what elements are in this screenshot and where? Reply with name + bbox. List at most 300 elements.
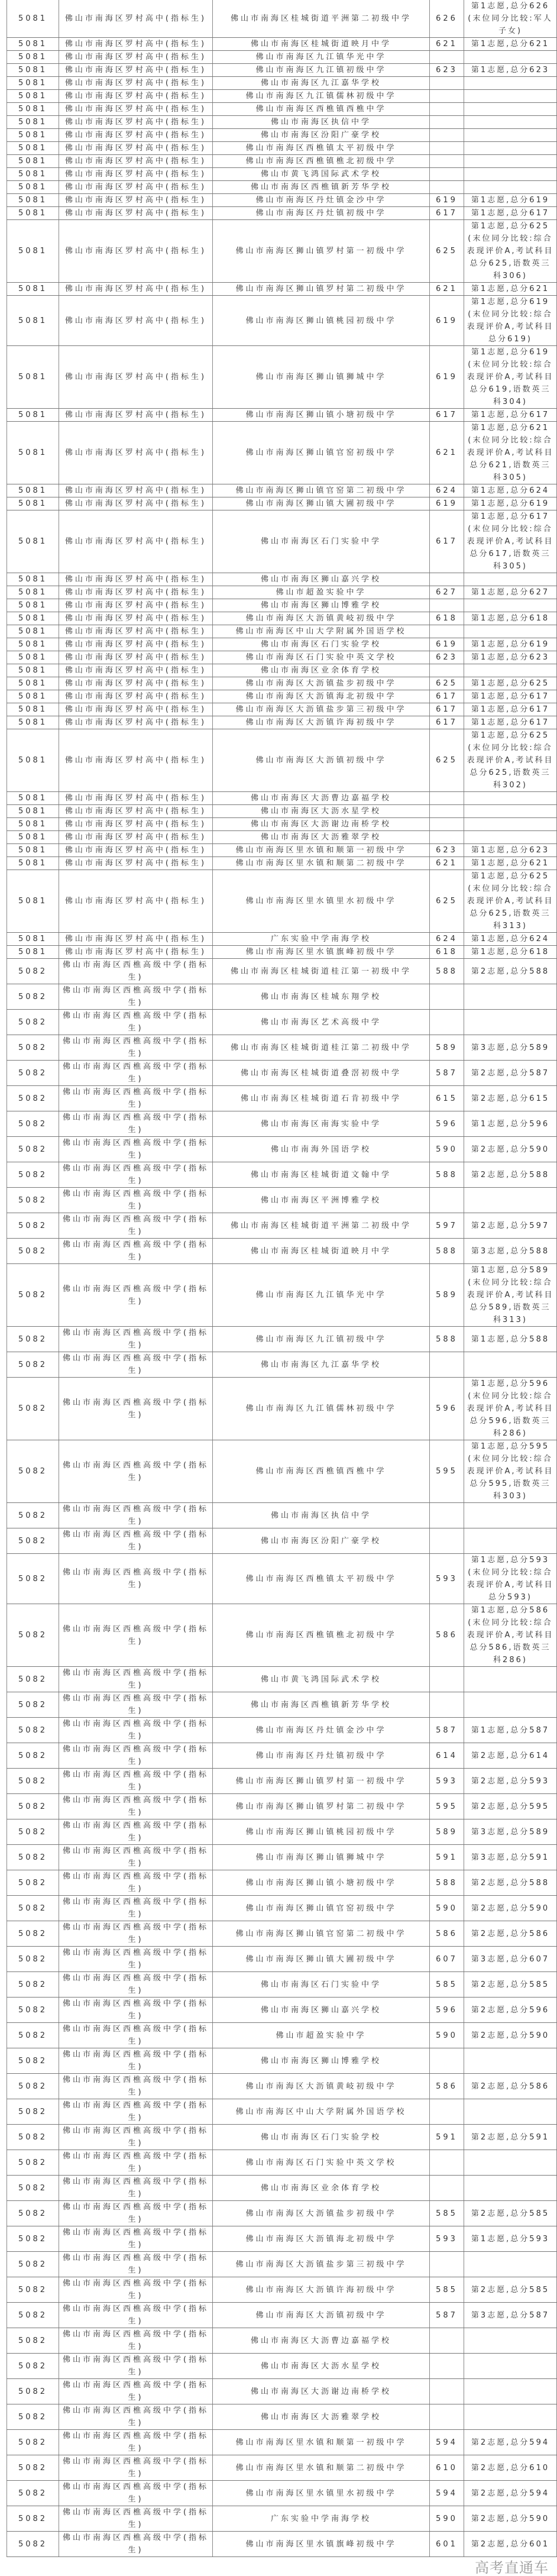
high-school-cell: 佛山市南海区西樵高级中学(指标生)	[59, 1086, 213, 1111]
remark-cell: 第3志愿,总分589	[464, 1035, 557, 1061]
min-score-cell: 597	[430, 1213, 464, 1239]
remark-cell: 第1志愿,总分621	[464, 38, 557, 51]
min-score-cell: 586	[430, 1604, 464, 1667]
table-row	[7, 2074, 557, 2099]
plan-code-cell: 5082	[7, 2099, 59, 2125]
min-score-cell: 588	[430, 1162, 464, 1188]
plan-code-cell: 5081	[7, 831, 59, 844]
high-school-cell: 佛山市南海区西樵高级中学(指标生)	[59, 1845, 213, 1870]
remark-cell: 第1志愿,总分618	[464, 946, 557, 959]
table-row	[7, 586, 557, 599]
min-score-cell	[430, 599, 464, 612]
remark-cell: 第2志愿,总分585	[464, 1972, 557, 1998]
middle-school-cell: 佛山市南海区桂城街道文翰中学	[213, 1162, 430, 1188]
remark-cell	[464, 2328, 557, 2354]
middle-school-cell: 佛山市南海区狮山镇官窑第二初级中学	[213, 1921, 430, 1947]
middle-school-cell: 佛山市南海区狮山嘉兴学校	[213, 573, 430, 586]
plan-code-cell: 5082	[7, 1239, 59, 1264]
high-school-cell: 佛山市南海区罗村高中(指标生)	[59, 651, 213, 664]
remark-cell: 第1志愿,总分621(末位同分比较:综合表现评价A,考试科目总分621,语数英三科305)	[464, 422, 557, 484]
remark-cell: 第1志愿,总分621	[464, 857, 557, 870]
admission-score-table	[7, 0, 557, 2557]
middle-school-cell: 佛山市南海区石门实验学校	[213, 2125, 430, 2150]
plan-code-cell: 5082	[7, 1692, 59, 1718]
remark-cell	[464, 77, 557, 90]
middle-school-cell: 佛山市南海区九江镇儒林初级中学	[213, 1378, 430, 1440]
middle-school-cell: 佛山市南海区石门实验中学	[213, 510, 430, 573]
remark-cell	[464, 142, 557, 155]
remark-cell: 第1志愿,总分617	[464, 409, 557, 422]
min-score-cell: 617	[430, 690, 464, 703]
remark-cell: 第2志愿,总分594	[464, 2481, 557, 2506]
table-row	[7, 1921, 557, 1947]
high-school-cell: 佛山市南海区罗村高中(指标生)	[59, 168, 213, 181]
remark-cell: 第1志愿,总分624	[464, 484, 557, 497]
watermark: 高考直通车	[475, 2559, 549, 2576]
plan-code-cell: 5082	[7, 1998, 59, 2023]
middle-school-cell: 佛山市南海区汾阳广豪学校	[213, 129, 430, 142]
middle-school-cell: 佛山市南海区九江镇华光中学	[213, 51, 430, 64]
high-school-cell: 佛山市南海区罗村高中(指标生)	[59, 90, 213, 103]
high-school-cell: 佛山市南海区西樵高级中学(指标生)	[59, 2430, 213, 2455]
middle-school-cell: 佛山市南海区狮山镇罗村第二初级中学	[213, 283, 430, 296]
min-score-cell: 618	[430, 612, 464, 625]
plan-code-cell: 5081	[7, 510, 59, 573]
high-school-cell: 佛山市南海区西樵高级中学(指标生)	[59, 2150, 213, 2176]
min-score-cell	[430, 2328, 464, 2354]
middle-school-cell: 佛山市南海区西樵镇西樵中学	[213, 1440, 430, 1503]
table-row	[7, 831, 557, 844]
plan-code-cell: 5082	[7, 2125, 59, 2150]
min-score-cell: 624	[430, 484, 464, 497]
remark-cell: 第1志愿,总分625(末位同分比较:综合表现评价A,考试科目总分625,语数英三科313)	[464, 870, 557, 933]
middle-school-cell: 佛山市南海区狮山镇官窑初级中学	[213, 422, 430, 484]
middle-school-cell: 佛山市南海区桂城街道映月中学	[213, 38, 430, 51]
table-row	[7, 1503, 557, 1528]
remark-cell: 第1志愿,总分617	[464, 207, 557, 220]
min-score-cell	[430, 51, 464, 64]
table-row	[7, 1239, 557, 1264]
middle-school-cell: 佛山市南海区大沥镇许海初级中学	[213, 2277, 430, 2303]
min-score-cell: 625	[430, 729, 464, 792]
high-school-cell: 佛山市南海区罗村高中(指标生)	[59, 510, 213, 573]
min-score-cell: 619	[430, 638, 464, 651]
table-row	[7, 716, 557, 729]
plan-code-cell: 5082	[7, 2150, 59, 2176]
plan-code-cell: 5081	[7, 51, 59, 64]
middle-school-cell: 佛山市南海区大沥水星学校	[213, 805, 430, 818]
middle-school-cell: 佛山市南海区狮山镇狮城中学	[213, 1845, 430, 1870]
plan-code-cell: 5082	[7, 2023, 59, 2048]
middle-school-cell: 佛山市南海区桂城街道石肯初级中学	[213, 1086, 430, 1111]
remark-cell	[464, 831, 557, 844]
middle-school-cell: 佛山市南海区狮山镇狮城中学	[213, 346, 430, 409]
middle-school-cell: 佛山市南海区大沥镇黄岐初级中学	[213, 612, 430, 625]
remark-cell: 第1志愿,总分619(末位同分比较:综合表现评价A,考试科目总分619,语数英三科304)	[464, 346, 557, 409]
remark-cell: 第2志愿,总分585	[464, 2201, 557, 2226]
middle-school-cell: 佛山市南海区西樵镇樵北初级中学	[213, 155, 430, 168]
high-school-cell: 佛山市南海区西樵高级中学(指标生)	[59, 984, 213, 1010]
remark-cell: 第1志愿,总分617	[464, 716, 557, 729]
high-school-cell: 佛山市南海区西樵高级中学(指标生)	[59, 1528, 213, 1554]
high-school-cell: 佛山市南海区西樵高级中学(指标生)	[59, 2354, 213, 2379]
plan-code-cell: 5082	[7, 2532, 59, 2557]
middle-school-cell: 佛山市南海区大沥镇盐步初级中学	[213, 2201, 430, 2226]
remark-cell	[464, 103, 557, 116]
min-score-cell: 624	[430, 933, 464, 946]
middle-school-cell: 佛山市南海区大沥水星学校	[213, 2354, 430, 2379]
high-school-cell: 佛山市南海区罗村高中(指标生)	[59, 142, 213, 155]
high-school-cell: 佛山市南海区西樵高级中学(指标生)	[59, 1870, 213, 1896]
table-row	[7, 129, 557, 142]
table-row	[7, 283, 557, 296]
min-score-cell	[430, 664, 464, 677]
middle-school-cell: 佛山市南海区大沥谢边南桥学校	[213, 818, 430, 831]
plan-code-cell: 5081	[7, 818, 59, 831]
plan-code-cell: 5081	[7, 599, 59, 612]
plan-code-cell: 5081	[7, 651, 59, 664]
table-row	[7, 1972, 557, 1998]
middle-school-cell: 佛山市南海区狮山镇桃园初级中学	[213, 296, 430, 346]
min-score-cell: 593	[430, 1769, 464, 1794]
plan-code-cell: 5082	[7, 1086, 59, 1111]
min-score-cell: 617	[430, 703, 464, 716]
middle-school-cell: 佛山市南海区狮山镇大圃初级中学	[213, 497, 430, 510]
plan-code-cell: 5082	[7, 1718, 59, 1743]
high-school-cell: 佛山市南海区罗村高中(指标生)	[59, 346, 213, 409]
high-school-cell: 佛山市南海区西樵高级中学(指标生)	[59, 1554, 213, 1604]
min-score-cell: 587	[430, 1718, 464, 1743]
table-row	[7, 1794, 557, 1819]
remark-cell: 第1志愿,总分617(末位同分比较:综合表现评价A,考试科目总分617,语数英三科305)	[464, 510, 557, 573]
min-score-cell: 619	[430, 346, 464, 409]
table-row	[7, 90, 557, 103]
high-school-cell: 佛山市南海区罗村高中(指标生)	[59, 0, 213, 38]
high-school-cell: 佛山市南海区罗村高中(指标生)	[59, 103, 213, 116]
table-row	[7, 805, 557, 818]
table-row	[7, 181, 557, 194]
plan-code-cell: 5081	[7, 194, 59, 207]
middle-school-cell: 佛山市南海区大沥镇初级中学	[213, 2303, 430, 2328]
remark-cell	[464, 1352, 557, 1378]
plan-code-cell: 5082	[7, 1440, 59, 1503]
table-row	[7, 690, 557, 703]
middle-school-cell: 佛山市南海区狮山博雅学校	[213, 2048, 430, 2074]
min-score-cell: 590	[430, 2506, 464, 2532]
remark-cell: 第2志愿,总分586	[464, 1921, 557, 1947]
table-row	[7, 1086, 557, 1111]
plan-code-cell: 5081	[7, 90, 59, 103]
min-score-cell: 621	[430, 422, 464, 484]
plan-code-cell: 5081	[7, 38, 59, 51]
table-row	[7, 664, 557, 677]
plan-code-cell: 5082	[7, 1896, 59, 1921]
remark-cell: 第2志愿,总分590	[464, 2506, 557, 2532]
table-row	[7, 818, 557, 831]
min-score-cell: 594	[430, 2430, 464, 2455]
min-score-cell: 619	[430, 194, 464, 207]
remark-cell: 第2志愿,总分597	[464, 1213, 557, 1239]
min-score-cell: 594	[430, 2481, 464, 2506]
remark-cell: 第1志愿,总分593(末位同分比较:综合表现评价A,考试科目总分593)	[464, 1554, 557, 1604]
high-school-cell: 佛山市南海区西樵高级中学(指标生)	[59, 1352, 213, 1378]
min-score-cell: 601	[430, 2532, 464, 2557]
plan-code-cell: 5081	[7, 129, 59, 142]
plan-code-cell: 5082	[7, 1061, 59, 1086]
plan-code-cell: 5081	[7, 664, 59, 677]
table-row	[7, 2328, 557, 2354]
table-row	[7, 409, 557, 422]
plan-code-cell: 5082	[7, 1137, 59, 1162]
plan-code-cell: 5082	[7, 1264, 59, 1327]
table-row	[7, 703, 557, 716]
plan-code-cell: 5082	[7, 2328, 59, 2354]
middle-school-cell: 佛山市黄飞鸿国际武术学校	[213, 168, 430, 181]
middle-school-cell: 佛山市南海区狮山镇罗村第一初级中学	[213, 220, 430, 283]
table-row	[7, 207, 557, 220]
remark-cell: 第1志愿,总分586(末位同分比较:综合表现评价A,考试科目总分586,语数英三科286)	[464, 1604, 557, 1667]
table-row	[7, 1264, 557, 1327]
middle-school-cell: 佛山市南海区狮山镇罗村第一初级中学	[213, 1769, 430, 1794]
remark-cell: 第1志愿,总分596	[464, 1111, 557, 1137]
min-score-cell: 596	[430, 1378, 464, 1440]
high-school-cell: 佛山市南海区罗村高中(指标生)	[59, 409, 213, 422]
plan-code-cell: 5081	[7, 716, 59, 729]
high-school-cell: 佛山市南海区罗村高中(指标生)	[59, 690, 213, 703]
remark-cell: 第1志愿,总分623	[464, 64, 557, 77]
high-school-cell: 佛山市南海区西樵高级中学(指标生)	[59, 1378, 213, 1440]
table-row	[7, 220, 557, 283]
min-score-cell	[430, 155, 464, 168]
min-score-cell	[430, 984, 464, 1010]
table-row	[7, 1188, 557, 1213]
min-score-cell	[430, 573, 464, 586]
high-school-cell: 佛山市南海区罗村高中(指标生)	[59, 283, 213, 296]
min-score-cell	[430, 818, 464, 831]
remark-cell: 第3志愿,总分607	[464, 1947, 557, 1972]
plan-code-cell: 5081	[7, 625, 59, 638]
table-row	[7, 933, 557, 946]
plan-code-cell: 5081	[7, 805, 59, 818]
middle-school-cell: 佛山市南海区西樵镇新芳华学校	[213, 181, 430, 194]
min-score-cell: 618	[430, 946, 464, 959]
middle-school-cell: 佛山市南海区丹灶镇初级中学	[213, 207, 430, 220]
plan-code-cell: 5082	[7, 2252, 59, 2277]
min-score-cell: 585	[430, 1972, 464, 1998]
remark-cell	[464, 155, 557, 168]
remark-cell: 第2志愿,总分590	[464, 1137, 557, 1162]
table-row	[7, 573, 557, 586]
remark-cell	[464, 2099, 557, 2125]
high-school-cell: 佛山市南海区西樵高级中学(指标生)	[59, 1162, 213, 1188]
remark-cell	[464, 818, 557, 831]
plan-code-cell: 5082	[7, 1378, 59, 1440]
min-score-cell: 614	[430, 1743, 464, 1769]
remark-cell: 第1志愿,总分619	[464, 194, 557, 207]
high-school-cell: 佛山市南海区罗村高中(指标生)	[59, 422, 213, 484]
min-score-cell: 596	[430, 1998, 464, 2023]
remark-cell: 第2志愿,总分610	[464, 2455, 557, 2481]
min-score-cell: 623	[430, 651, 464, 664]
table-row	[7, 2048, 557, 2074]
plan-code-cell: 5081	[7, 346, 59, 409]
table-row	[7, 870, 557, 933]
high-school-cell: 佛山市南海区罗村高中(指标生)	[59, 38, 213, 51]
remark-cell	[464, 1188, 557, 1213]
middle-school-cell: 佛山市南海区丹灶镇金沙中学	[213, 194, 430, 207]
middle-school-cell: 佛山市南海区狮山镇小塘初级中学	[213, 409, 430, 422]
remark-cell: 第2志愿,总分595	[464, 1794, 557, 1819]
middle-school-cell: 佛山市南海区狮山镇官窑第二初级中学	[213, 484, 430, 497]
table-row	[7, 2455, 557, 2481]
middle-school-cell: 佛山市南海区大沥镇盐步第三初级中学	[213, 703, 430, 716]
table-row	[7, 1554, 557, 1604]
min-score-cell: 585	[430, 2277, 464, 2303]
table-row	[7, 484, 557, 497]
min-score-cell: 591	[430, 2125, 464, 2150]
remark-cell: 第1志愿,总分625(末位同分比较:综合表现评价A,考试科目总分625,语数英三科306)	[464, 220, 557, 283]
high-school-cell: 佛山市南海区西樵高级中学(指标生)	[59, 2201, 213, 2226]
remark-cell: 第1志愿,总分619	[464, 638, 557, 651]
table-row	[7, 51, 557, 64]
remark-cell: 第1志愿,总分619	[464, 497, 557, 510]
plan-code-cell: 5082	[7, 2506, 59, 2532]
plan-code-cell: 5081	[7, 870, 59, 933]
middle-school-cell: 佛山市南海区石门实验学校	[213, 638, 430, 651]
plan-code-cell: 5082	[7, 1845, 59, 1870]
min-score-cell: 615	[430, 1086, 464, 1111]
min-score-cell: 589	[430, 1819, 464, 1845]
min-score-cell	[430, 1528, 464, 1554]
plan-code-cell: 5081	[7, 409, 59, 422]
high-school-cell: 佛山市南海区罗村高中(指标生)	[59, 677, 213, 690]
remark-cell	[464, 2354, 557, 2379]
table-row	[7, 2303, 557, 2328]
middle-school-cell: 佛山市南海区执信中学	[213, 116, 430, 129]
min-score-cell	[430, 168, 464, 181]
high-school-cell: 佛山市南海区罗村高中(指标生)	[59, 703, 213, 716]
middle-school-cell: 佛山市南海区大沥雅翠学校	[213, 831, 430, 844]
table-row	[7, 2176, 557, 2201]
high-school-cell: 佛山市南海区罗村高中(指标生)	[59, 831, 213, 844]
high-school-cell: 佛山市南海区西樵高级中学(指标生)	[59, 2404, 213, 2430]
min-score-cell: 589	[430, 1035, 464, 1061]
high-school-cell: 佛山市南海区西樵高级中学(指标生)	[59, 2048, 213, 2074]
high-school-cell: 佛山市南海区罗村高中(指标生)	[59, 664, 213, 677]
min-score-cell: 586	[430, 2074, 464, 2099]
table-row	[7, 2379, 557, 2404]
plan-code-cell: 5081	[7, 64, 59, 77]
middle-school-cell: 佛山市南海区大沥曹边嘉福学校	[213, 2328, 430, 2354]
plan-code-cell: 5082	[7, 1819, 59, 1845]
middle-school-cell: 佛山市南海区大沥镇黄岐初级中学	[213, 2074, 430, 2099]
high-school-cell: 佛山市南海区罗村高中(指标生)	[59, 729, 213, 792]
remark-cell: 第1志愿,总分627	[464, 586, 557, 599]
high-school-cell: 佛山市南海区罗村高中(指标生)	[59, 181, 213, 194]
min-score-cell	[430, 116, 464, 129]
min-score-cell: 585	[430, 2201, 464, 2226]
table-row	[7, 1718, 557, 1743]
high-school-cell: 佛山市南海区罗村高中(指标生)	[59, 77, 213, 90]
table-row	[7, 1528, 557, 1554]
plan-code-cell: 5082	[7, 1794, 59, 1819]
table-row	[7, 984, 557, 1010]
table-row	[7, 2430, 557, 2455]
table-row	[7, 2023, 557, 2048]
table-row	[7, 155, 557, 168]
min-score-cell: 590	[430, 2023, 464, 2048]
table-row	[7, 1440, 557, 1503]
remark-cell: 第1志愿,总分621	[464, 283, 557, 296]
table-row	[7, 2201, 557, 2226]
high-school-cell: 佛山市南海区西樵高级中学(指标生)	[59, 1692, 213, 1718]
min-score-cell	[430, 90, 464, 103]
table-row	[7, 1137, 557, 1162]
table-row	[7, 77, 557, 90]
middle-school-cell: 佛山市南海区大沥镇海北初级中学	[213, 690, 430, 703]
middle-school-cell: 佛山市南海区业余体育学校	[213, 664, 430, 677]
plan-code-cell: 5081	[7, 497, 59, 510]
high-school-cell: 佛山市南海区西樵高级中学(指标生)	[59, 1213, 213, 1239]
table-row	[7, 1111, 557, 1137]
min-score-cell: 610	[430, 2455, 464, 2481]
middle-school-cell: 佛山市南海区桂城东翔学校	[213, 984, 430, 1010]
high-school-cell: 佛山市南海区西樵高级中学(指标生)	[59, 1035, 213, 1061]
remark-cell	[464, 51, 557, 64]
middle-school-cell: 佛山市南海区大沥镇许海初级中学	[213, 716, 430, 729]
middle-school-cell: 佛山市南海区桂城街道叠滘初级中学	[213, 1061, 430, 1086]
high-school-cell: 佛山市南海区罗村高中(指标生)	[59, 194, 213, 207]
plan-code-cell: 5082	[7, 1604, 59, 1667]
table-row	[7, 1213, 557, 1239]
plan-code-cell: 5082	[7, 2201, 59, 2226]
plan-code-cell: 5082	[7, 2048, 59, 2074]
table-row	[7, 1162, 557, 1188]
middle-school-cell: 佛山市南海区执信中学	[213, 1503, 430, 1528]
min-score-cell: 617	[430, 716, 464, 729]
remark-cell: 第1志愿,总分626(末位同分比较:军人子女)	[464, 0, 557, 38]
high-school-cell: 佛山市南海区罗村高中(指标生)	[59, 844, 213, 857]
plan-code-cell: 5082	[7, 1213, 59, 1239]
remark-cell	[464, 573, 557, 586]
plan-code-cell: 5082	[7, 1870, 59, 1896]
min-score-cell: 587	[430, 2303, 464, 2328]
table-row	[7, 1819, 557, 1845]
high-school-cell: 佛山市南海区西樵高级中学(指标生)	[59, 1061, 213, 1086]
remark-cell: 第2志愿,总分615	[464, 1086, 557, 1111]
remark-cell: 第1志愿,总分589(末位同分比较:综合表现评价A,考试科目总分589,语数英三科313)	[464, 1264, 557, 1327]
min-score-cell	[430, 2252, 464, 2277]
table-row	[7, 103, 557, 116]
min-score-cell: 617	[430, 510, 464, 573]
plan-code-cell: 5082	[7, 2455, 59, 2481]
plan-code-cell: 5081	[7, 142, 59, 155]
table-row	[7, 625, 557, 638]
plan-code-cell: 5081	[7, 220, 59, 283]
high-school-cell: 佛山市南海区西樵高级中学(指标生)	[59, 1819, 213, 1845]
min-score-cell: 619	[430, 296, 464, 346]
high-school-cell: 佛山市南海区西樵高级中学(指标生)	[59, 1947, 213, 1972]
remark-cell: 第1志愿,总分595(末位同分比较:综合表现评价A,考试科目总分595,语数英三科303)	[464, 1440, 557, 1503]
plan-code-cell: 5082	[7, 1352, 59, 1378]
table-row	[7, 1061, 557, 1086]
plan-code-cell: 5082	[7, 2379, 59, 2404]
high-school-cell: 佛山市南海区西樵高级中学(指标生)	[59, 1718, 213, 1743]
remark-cell	[464, 599, 557, 612]
remark-cell: 第1志愿,总分593	[464, 2226, 557, 2252]
min-score-cell: 596	[430, 1111, 464, 1137]
plan-code-cell: 5082	[7, 2074, 59, 2099]
